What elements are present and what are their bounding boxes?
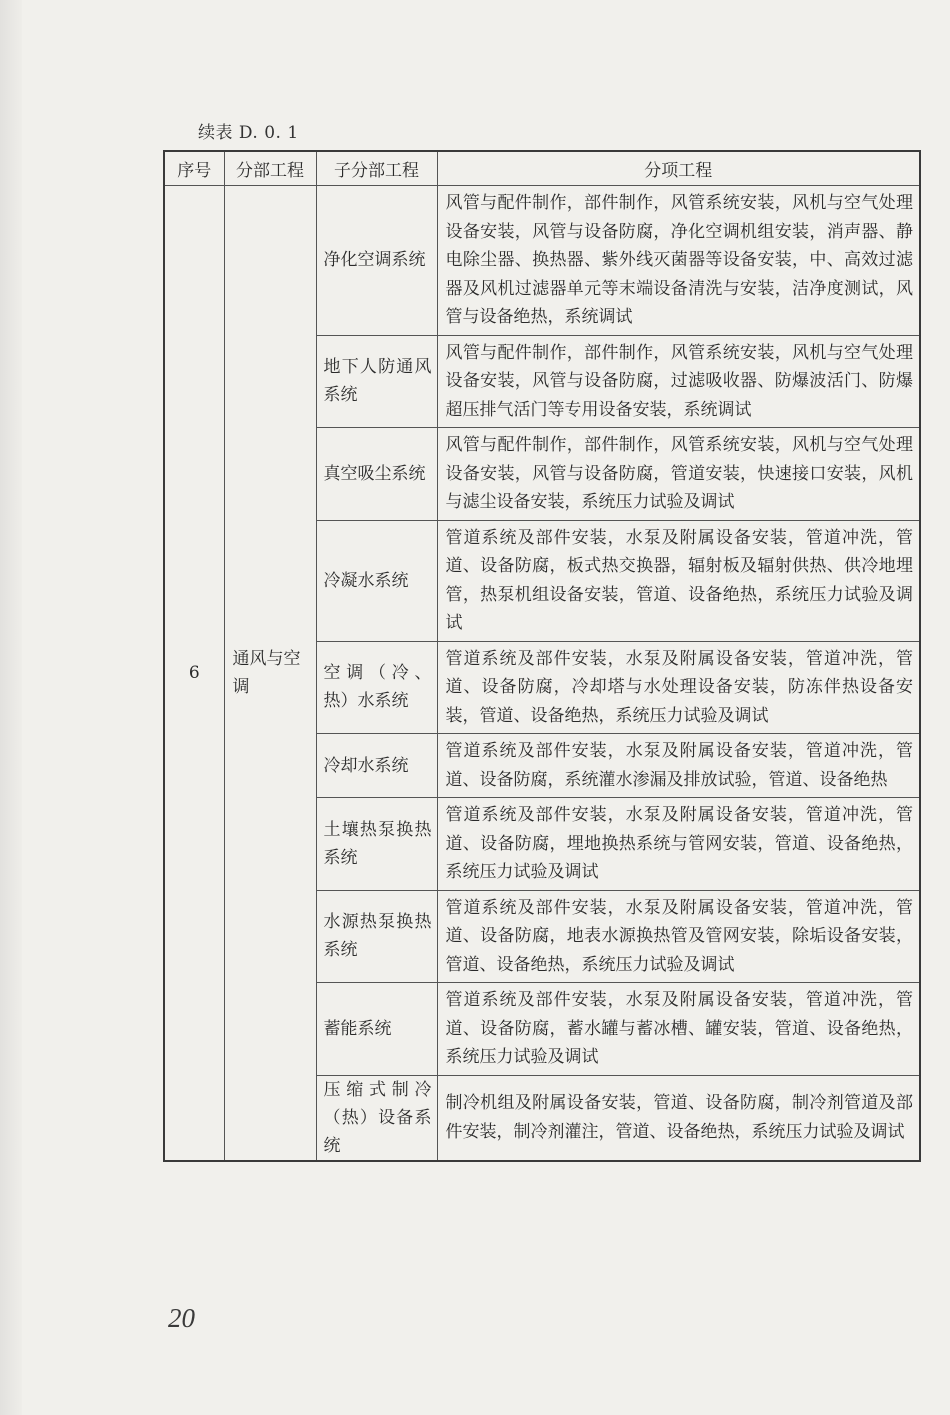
items-cell: 管道系统及部件安装，水泵及附属设备安装，管道冲洗，管道、设备防腐，板式热交换器，辐射板及辐射供热、供冷地埋管，热泵机组设备安装，管道、设备绝热，系统压力试验及调试	[437, 520, 920, 641]
acceptance-division-table	[163, 150, 921, 1162]
scan-edge-shadow	[0, 0, 22, 1415]
items-cell: 管道系统及部件安装，水泵及附属设备安装，管道冲洗，管道、设备防腐，地表水源换热管及管网安装，除垢设备安装，管道、设备绝热，系统压力试验及调试	[437, 890, 920, 983]
subdivision-cell: 冷凝水系统	[316, 520, 437, 641]
items-cell: 风管与配件制作，部件制作，风管系统安装，风机与空气处理设备安装，风管与设备防腐，净化空调机组安装，消声器、静电除尘器、换热器、紫外线灭菌器等设备安装，中、高效过滤器及风机过滤器单元等末端设备清洗与安装，洁净度测试，风管与设备绝热，系统调试	[437, 186, 920, 336]
header-items: 分项工程	[437, 151, 920, 186]
items-cell: 管道系统及部件安装，水泵及附属设备安装，管道冲洗，管道、设备防腐，冷却塔与水处理设备安装，防冻伴热设备安装，管道、设备绝热，系统压力试验及调试	[437, 641, 920, 734]
items-cell: 管道系统及部件安装，水泵及附属设备安装，管道冲洗，管道、设备防腐，系统灌水渗漏及排放试验，管道、设备绝热	[437, 734, 920, 798]
header-subdivision: 子分部工程	[316, 151, 437, 186]
subdivision-cell: 空调（冷、热）水系统	[316, 641, 437, 734]
subdivision-cell: 真空吸尘系统	[316, 428, 437, 521]
subdivision-cell: 压缩式制冷（热）设备系统	[316, 1075, 437, 1161]
items-cell: 风管与配件制作，部件制作，风管系统安装，风机与空气处理设备安装，风管与设备防腐，过滤吸收器、防爆波活门、防爆超压排气活门等专用设备安装，系统调试	[437, 335, 920, 428]
subdivision-cell: 水源热泵换热系统	[316, 890, 437, 983]
subdivision-cell: 冷却水系统	[316, 734, 437, 798]
items-cell: 风管与配件制作，部件制作，风管系统安装，风机与空气处理设备安装，风管与设备防腐，管道安装，快速接口安装，风机与滤尘设备安装，系统压力试验及调试	[437, 428, 920, 521]
table-row	[164, 186, 920, 336]
subdivision-cell: 蓄能系统	[316, 983, 437, 1076]
page-number: 20	[168, 1303, 195, 1333]
items-cell: 制冷机组及附属设备安装，管道、设备防腐，制冷剂管道及部件安装，制冷剂灌注，管道、设备绝热，系统压力试验及调试	[437, 1075, 920, 1161]
subdivision-cell: 地下人防通风系统	[316, 335, 437, 428]
table-header-row	[164, 151, 920, 186]
group-number: 6	[164, 186, 224, 1161]
items-cell: 管道系统及部件安装，水泵及附属设备安装，管道冲洗，管道、设备防腐，蓄水罐与蓄冰槽、罐安装，管道、设备绝热，系统压力试验及调试	[437, 983, 920, 1076]
group-division-name: 通风与空调	[224, 186, 316, 1161]
header-division: 分部工程	[224, 151, 316, 186]
subdivision-cell: 土壤热泵换热系统	[316, 798, 437, 891]
header-seq: 序号	[164, 151, 224, 186]
table-caption: 续表 D. 0. 1	[198, 123, 299, 143]
subdivision-cell: 净化空调系统	[316, 186, 437, 336]
items-cell: 管道系统及部件安装，水泵及附属设备安装，管道冲洗，管道、设备防腐，埋地换热系统与管网安装，管道、设备绝热，系统压力试验及调试	[437, 798, 920, 891]
